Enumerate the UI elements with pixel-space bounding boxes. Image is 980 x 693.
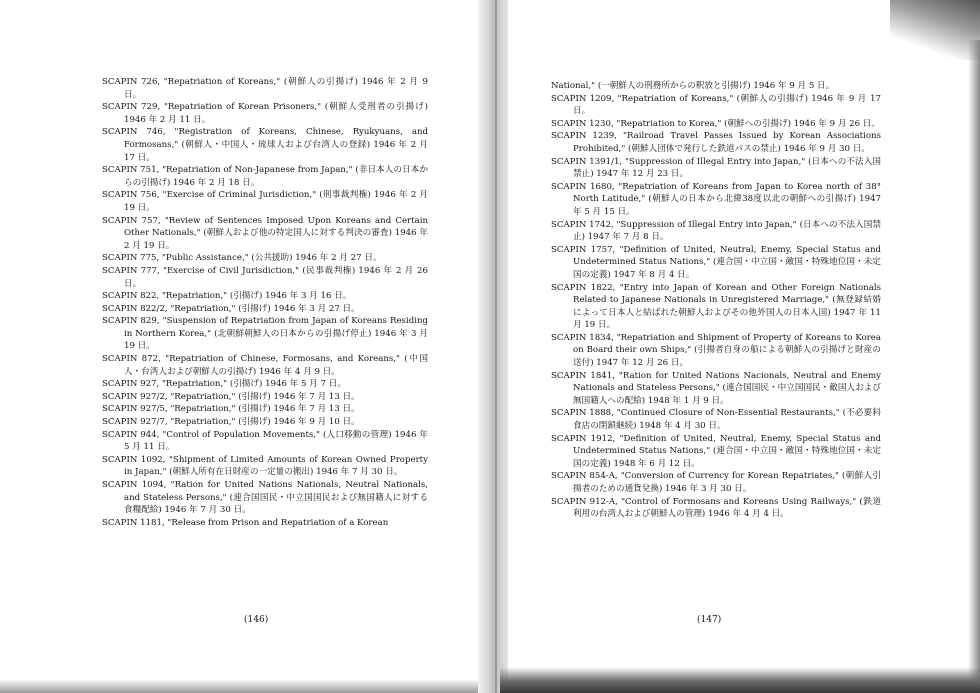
citation-entry: SCAPIN 1239, "Railroad Travel Passes Issued by Korean Associations Prohibited," (朝鮮人団体で発行した鉄道パスの禁止) 1946 年 9 月 30 日。 xyxy=(551,131,881,154)
citation-entry: SCAPIN 822/2, "Repatriation," (引揚げ) 1946 年 3 月 27 日。 xyxy=(102,303,360,314)
left-page-column xyxy=(102,76,428,529)
citation-entry: SCAPIN 1092, "Shipment of Limited Amounts of Korean Owned Property in Japan," (朝鮮人所有在日財産の一定量の搬出) 1946 年 7 月 30 日。 xyxy=(102,454,428,478)
citation-entry: SCAPIN 872, "Repatriation of Chinese, Formosans, and Koreans," (中国人・台湾人および朝鮮人の引揚げ) 1946 年 4 月 9 日。 xyxy=(102,354,428,377)
citation-entry: SCAPIN 757, "Review of Sentences Imposed Upon Koreans and Certain Other Nationals," (朝鮮人および他の特定国人に対する判決の審査) 1946 年 2 月 19 日。 xyxy=(102,215,428,251)
citation-entry: SCAPIN 756, "Exercise of Criminal Jurisdiction," (刑事裁判権) 1946 年 2 月 19 日。 xyxy=(102,190,428,213)
citation-entry: SCAPIN 1094, "Ration for United Nations Nationals, Neutral Nationals, and Stateless Persons," (連合国国民・中立国国民および無国籍人に対する食糧配給) 1946 年 7 月 30 日。 xyxy=(102,480,428,516)
citation-entry: SCAPIN 912-A, "Control of Formosans and Koreans Using Railways," (鉄道利用の台湾人および朝鮮人の管理) 1946 年 4 月 4 日。 xyxy=(551,496,881,520)
citation-entry: SCAPIN 1680, "Repatriation of Koreans from Japan to Korea north of 38° North Latitude," (朝鮮人の日本から北緯38度以北の朝鮮への引揚げ) 1947 年 5 月 15 日。 xyxy=(551,181,881,217)
citation-entry: SCAPIN 927/5, "Repatriation," (引揚げ) 1946 年 7 月 13 日。 xyxy=(102,404,360,415)
citation-entry: SCAPIN 854-A, "Conversion of Currency for Korean Repatriates," (朝鮮人引揚者のための通貨兌換) 1946 年 3 月 30 日。 xyxy=(551,471,881,494)
citation-entry: SCAPIN 726, "Repatriation of Koreans," (朝鮮人の引揚げ) 1946 年 2 月 9 日。 xyxy=(102,77,428,100)
page-number-right: (147) xyxy=(697,615,722,625)
citation-entry: SCAPIN 746, "Registration of Koreans, Chinese, Ryukyuans, and Formosans," (朝鮮人・中国人・琉球人および台湾人の登録) 1946 年 2 月 17 日。 xyxy=(102,127,428,163)
citation-entry: SCAPIN 775, "Public Assistance," (公共援助) 1946 年 2 月 27 日。 xyxy=(102,253,382,264)
right-page-column xyxy=(551,80,881,521)
citation-entry: SCAPIN 1841, "Ration for United Nations Nacionals, Neutral and Enemy Nationals and Stateless Persons," (連合国国民・中立国国民・敵国人および無国籍人への配給) 1948 年 1 月 9 日。 xyxy=(551,370,881,406)
citation-entry: SCAPIN 829, "Suspension of Repatriation from Japan of Koreans Residing in Northern Korea," (北朝鮮朝鮮人の日本からの引揚げ停止) 1946 年 3 月 19 日。 xyxy=(102,316,428,352)
citation-entry: SCAPIN 1181, "Release from Prison and Repatriation of a Korean xyxy=(102,517,389,528)
citation-entry: SCAPIN 944, "Control of Population Movements," (人口移動の管理) 1946 年 5 月 11 日。 xyxy=(102,429,428,453)
page-number-left: (146) xyxy=(244,615,269,625)
scan-shadow-corner xyxy=(890,0,980,60)
citation-entry: SCAPIN 751, "Repatriation of Non-Japanese from Japan," (非日本人の日本からの引揚げ) 1946 年 2 月 18 日。 xyxy=(102,165,428,188)
scan-shadow-bottom xyxy=(500,667,980,693)
citation-entry: SCAPIN 1742, "Suppression of Illegal Entry into Japan," (日本への不法入国禁止) 1947 年 7 月 8 日。 xyxy=(551,219,881,243)
citation-entry: SCAPIN 1391/1, "Suppression of Illegal Entry into Japan," (日本への不法入国禁止) 1947 年 12 月 23 日。 xyxy=(551,156,881,180)
citation-entry: SCAPIN 927, "Repatriation," (引揚げ) 1946 年 5 月 7 日。 xyxy=(102,379,346,390)
citation-entry: SCAPIN 1888, "Continued Closure of Non-Essential Restaurants," (不必要料食店の閉鎖継続) 1948 年 4 月 30 日。 xyxy=(551,408,881,432)
citation-entry: SCAPIN 927/7, "Repatriation," (引揚げ) 1946 年 9 月 10 日。 xyxy=(102,417,360,428)
citation-entry: SCAPIN 1757, "Definition of United, Neutral, Enemy, Special Status and Undetermined Status Nations," (連合国・中立国・敵国・特殊地位国・未定国の定義) 1947 年 8 月 4 日。 xyxy=(551,244,881,280)
citation-entry-continued: National," (一朝鮮人の刑務所からの釈放と引揚げ) 1946 年 9 月 5 日。 xyxy=(551,81,835,91)
citation-entry: SCAPIN 1230, "Repatriation to Korea," (朝鮮への引揚げ) 1946 年 9 月 26 日。 xyxy=(551,118,880,129)
book-gutter xyxy=(478,0,508,693)
scan-shadow-right xyxy=(968,40,980,693)
citation-entry: SCAPIN 777, "Exercise of Civil Jurisdiction," (民事裁判権) 1946 年 2 月 26 日。 xyxy=(102,265,428,289)
citation-entry: SCAPIN 1822, "Entry into Japan of Korean and Other Foreign Nationals Related to Japanese Nationals in Unregistered Marriage," (無登録結婚によって日本人と結ばれた朝鮮人およびその他外国人の日本入国) 1947 年 11 月 19 日。 xyxy=(551,282,881,331)
citation-entry: SCAPIN 729, "Repatriation of Korean Prisoners," (朝鮮人受刑者の引揚げ) 1946 年 2 月 11 日。 xyxy=(102,102,428,125)
citation-entry: SCAPIN 927/2, "Repatriation," (引揚げ) 1946 年 7 月 13 日。 xyxy=(102,391,360,402)
citation-entry: SCAPIN 1834, "Repatriation and Shipment of Property of Koreans to Korea on Board their own Ships," (引揚者自身の船による朝鮮人の引揚げと財産の送付) 1947 年 12 月 26 日。 xyxy=(551,332,881,369)
gutter-fold xyxy=(495,0,497,693)
citation-entry: SCAPIN 822, "Repatriation," (引揚げ) 1946 年 3 月 16 日。 xyxy=(102,291,352,302)
citation-entry: SCAPIN 1912, "Definition of United, Neutral, Enemy, Special Status and Undetermined Status Nations," (連合国・中立国・敵国・特殊地位国・未定国の定義) 1948 年 6 月 12 日。 xyxy=(551,433,881,469)
citation-entry: SCAPIN 1209, "Repatriation of Koreans," (朝鮮人の引揚げ) 1946 年 9 月 17 日。 xyxy=(551,93,881,117)
scan-shadow-bottom-left xyxy=(0,679,478,693)
